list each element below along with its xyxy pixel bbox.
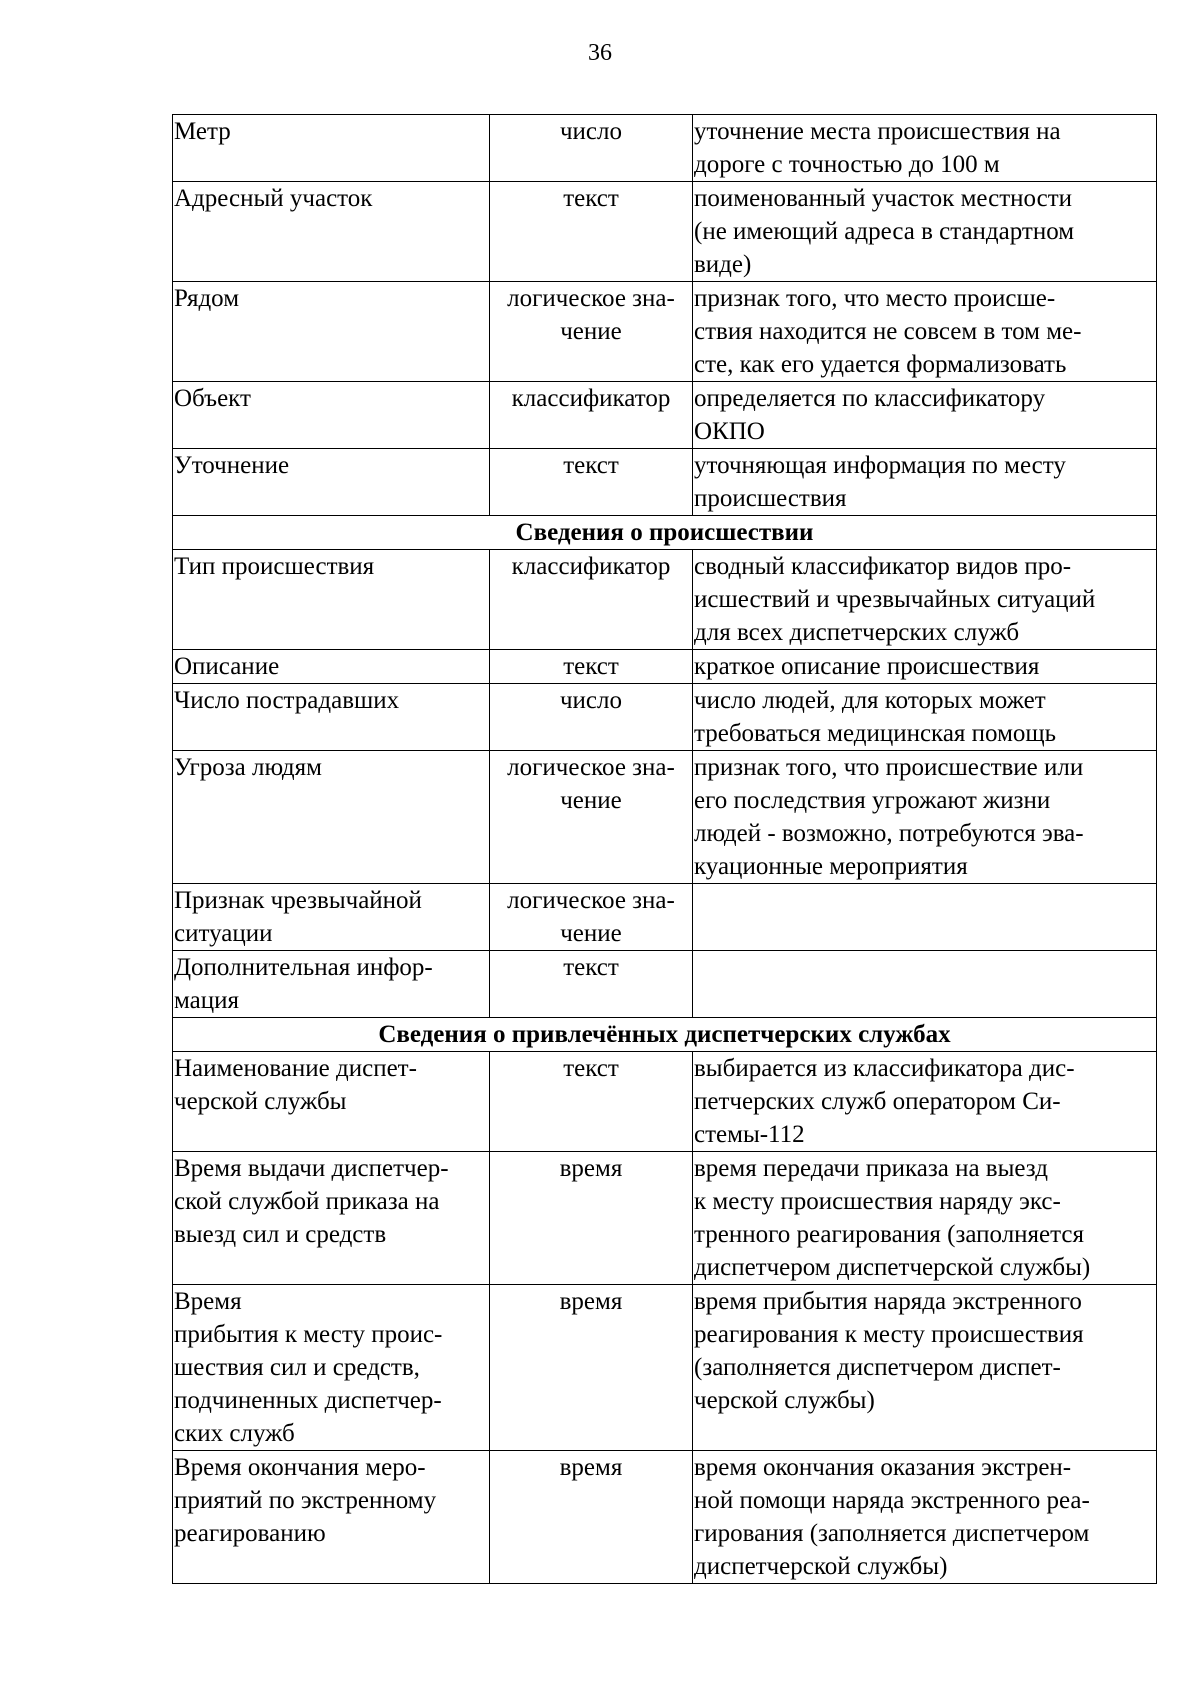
cell-description (693, 1052, 1157, 1152)
cell-name (173, 1152, 490, 1285)
cell-line: классификатор (511, 553, 671, 580)
cell-line: время (559, 1288, 623, 1315)
cell-line: прибытия к месту проис- (174, 1321, 443, 1348)
cell-line: время передачи приказа на выезд (694, 1155, 1048, 1182)
cell-line: шествия сил и средств, (174, 1354, 420, 1381)
table-row (173, 951, 1157, 1018)
cell-line: дороге с точностью до 100 м (694, 151, 1000, 178)
cell-line: сте, как его удается формализовать (694, 351, 1067, 378)
cell-description (693, 382, 1157, 449)
cell-line: логическое зна- (507, 285, 675, 312)
cell-type (490, 115, 693, 182)
cell-line: краткое описание происшествия (694, 653, 1040, 680)
cell-line: ной помощи наряда экстренного реа- (694, 1487, 1090, 1514)
table-row (173, 550, 1157, 650)
cell-line: Время выдачи диспетчер- (174, 1155, 449, 1182)
cell-line: реагированию (174, 1520, 326, 1547)
cell-type (490, 1152, 693, 1285)
cell-line: к месту происшествия наряду экс- (694, 1188, 1061, 1215)
table-row (173, 1152, 1157, 1285)
cell-line: поименованный участок местности (694, 185, 1073, 212)
table-row (173, 650, 1157, 684)
table-row (173, 382, 1157, 449)
cell-description (693, 884, 1157, 951)
cell-type (490, 1052, 693, 1152)
page-number: 36 (588, 40, 612, 66)
cell-name (173, 282, 490, 382)
cell-line: гирования (заполняется диспетчером (694, 1520, 1090, 1547)
cell-line: Метр (174, 118, 231, 145)
cell-line: ской службой приказа на (174, 1188, 440, 1215)
cell-type (490, 884, 693, 951)
cell-line: виде) (694, 251, 752, 278)
cell-line: определяется по классификатору (694, 385, 1046, 412)
cell-line: логическое зна- (507, 754, 675, 781)
cell-type (490, 449, 693, 516)
cell-line: (не имеющий адреса в стандартном (694, 218, 1075, 245)
cell-line: Угроза людям (174, 754, 322, 781)
cell-line: тренного реагирования (заполняется (694, 1221, 1084, 1248)
cell-line: Описание (174, 653, 280, 680)
cell-type (490, 1285, 693, 1451)
cell-line: выбирается из классификатора дис- (694, 1055, 1075, 1082)
cell-line: время окончания оказания экстрен- (694, 1454, 1072, 1481)
cell-line: чение (560, 318, 622, 345)
cell-line: Время (174, 1288, 242, 1315)
cell-description (693, 684, 1157, 751)
cell-line: ОКПО (694, 418, 765, 445)
cell-line: Наименование диспет- (174, 1055, 417, 1082)
cell-line: выезд сил и средств (174, 1221, 387, 1248)
cell-name (173, 884, 490, 951)
cell-line: время (559, 1454, 623, 1481)
cell-line: диспетчером диспетчерской службы) (694, 1254, 1091, 1281)
cell-description (693, 1451, 1157, 1584)
table-row (173, 1285, 1157, 1451)
section-row (173, 1018, 1157, 1052)
cell-line: ствия находится не совсем в том ме- (694, 318, 1082, 345)
cell-line: текст (563, 185, 619, 212)
cell-line: чение (560, 920, 622, 947)
cell-line: уточнение места происшествия на (694, 118, 1061, 145)
table-body (173, 115, 1157, 1584)
cell-line: ских служб (174, 1420, 295, 1447)
cell-description (693, 951, 1157, 1018)
cell-description (693, 1285, 1157, 1451)
cell-line: логическое зна- (507, 887, 675, 914)
cell-name (173, 382, 490, 449)
cell-description (693, 1152, 1157, 1285)
cell-name (173, 1052, 490, 1152)
cell-line: чение (560, 787, 622, 814)
cell-line: Адресный участок (174, 185, 373, 212)
table-row (173, 449, 1157, 516)
cell-name (173, 115, 490, 182)
cell-type (490, 951, 693, 1018)
cell-line: его последствия угрожают жизни (694, 787, 1051, 814)
cell-type (490, 751, 693, 884)
cell-description (693, 182, 1157, 282)
cell-name (173, 1285, 490, 1451)
cell-line: диспетчерской службы) (694, 1553, 948, 1580)
section-row (173, 516, 1157, 550)
cell-line: мация (174, 987, 240, 1014)
cell-line: время прибытия наряда экстренного (694, 1288, 1082, 1315)
section-heading: Сведения о привлечённых диспетчерских службах (173, 1018, 1157, 1052)
cell-line: требоваться медицинская помощь (694, 720, 1057, 747)
cell-line: для всех диспетчерских служб (694, 619, 1020, 646)
table-row (173, 282, 1157, 382)
cell-line: число (559, 118, 623, 145)
cell-line: признак того, что происшествие или (694, 754, 1084, 781)
cell-line: приятий по экстренному (174, 1487, 437, 1514)
cell-type (490, 282, 693, 382)
cell-line: сводный классификатор видов про- (694, 553, 1072, 580)
cell-line: людей - возможно, потребуются эва- (694, 820, 1084, 847)
cell-type (490, 1451, 693, 1584)
cell-description (693, 282, 1157, 382)
cell-type (490, 684, 693, 751)
cell-line: Уточнение (174, 452, 290, 479)
table-row (173, 115, 1157, 182)
cell-description (693, 650, 1157, 684)
cell-line: подчиненных диспетчер- (174, 1387, 442, 1414)
table-row (173, 751, 1157, 884)
cell-description (693, 115, 1157, 182)
cell-line: число (559, 687, 623, 714)
cell-line: ситуации (174, 920, 273, 947)
table-row (173, 684, 1157, 751)
cell-line: Время окончания меро- (174, 1454, 426, 1481)
cell-line: происшествия (694, 485, 847, 512)
cell-line: черской службы (174, 1088, 347, 1115)
cell-description (693, 751, 1157, 884)
cell-line: текст (563, 653, 619, 680)
cell-line: текст (563, 452, 619, 479)
cell-description (693, 449, 1157, 516)
cell-line: Рядом (174, 285, 240, 312)
cell-line: текст (563, 1055, 619, 1082)
cell-name (173, 449, 490, 516)
cell-name (173, 751, 490, 884)
cell-line: черской службы) (694, 1387, 875, 1414)
cell-name (173, 951, 490, 1018)
cell-line: классификатор (511, 385, 671, 412)
cell-line: исшествий и чрезвычайных ситуаций (694, 586, 1096, 613)
section-heading: Сведения о происшествии (173, 516, 1157, 550)
document-table (172, 114, 1157, 1584)
cell-line: текст (563, 954, 619, 981)
cell-line: Признак чрезвычайной (174, 887, 422, 914)
cell-description (693, 550, 1157, 650)
cell-line: время (559, 1155, 623, 1182)
cell-type (490, 182, 693, 282)
cell-type (490, 550, 693, 650)
cell-name (173, 182, 490, 282)
cell-name (173, 684, 490, 751)
cell-type (490, 382, 693, 449)
cell-line: (заполняется диспетчером диспет- (694, 1354, 1061, 1381)
table-row (173, 1052, 1157, 1152)
cell-name (173, 550, 490, 650)
cell-line: число людей, для которых может (694, 687, 1046, 714)
table-row (173, 884, 1157, 951)
cell-line: петчерских служб оператором Си- (694, 1088, 1061, 1115)
table-row (173, 182, 1157, 282)
cell-name (173, 650, 490, 684)
cell-name (173, 1451, 490, 1584)
cell-line: Число пострадавших (174, 687, 400, 714)
cell-type (490, 650, 693, 684)
cell-line: признак того, что место происше- (694, 285, 1056, 312)
table-row (173, 1451, 1157, 1584)
cell-line: стемы-112 (694, 1121, 805, 1148)
cell-line: Дополнительная инфор- (174, 954, 433, 981)
cell-line: Тип происшествия (174, 553, 375, 580)
cell-line: Объект (174, 385, 251, 412)
cell-line: уточняющая информация по месту (694, 452, 1066, 479)
cell-line: куационные мероприятия (694, 853, 968, 880)
cell-line: реагирования к месту происшествия (694, 1321, 1084, 1348)
